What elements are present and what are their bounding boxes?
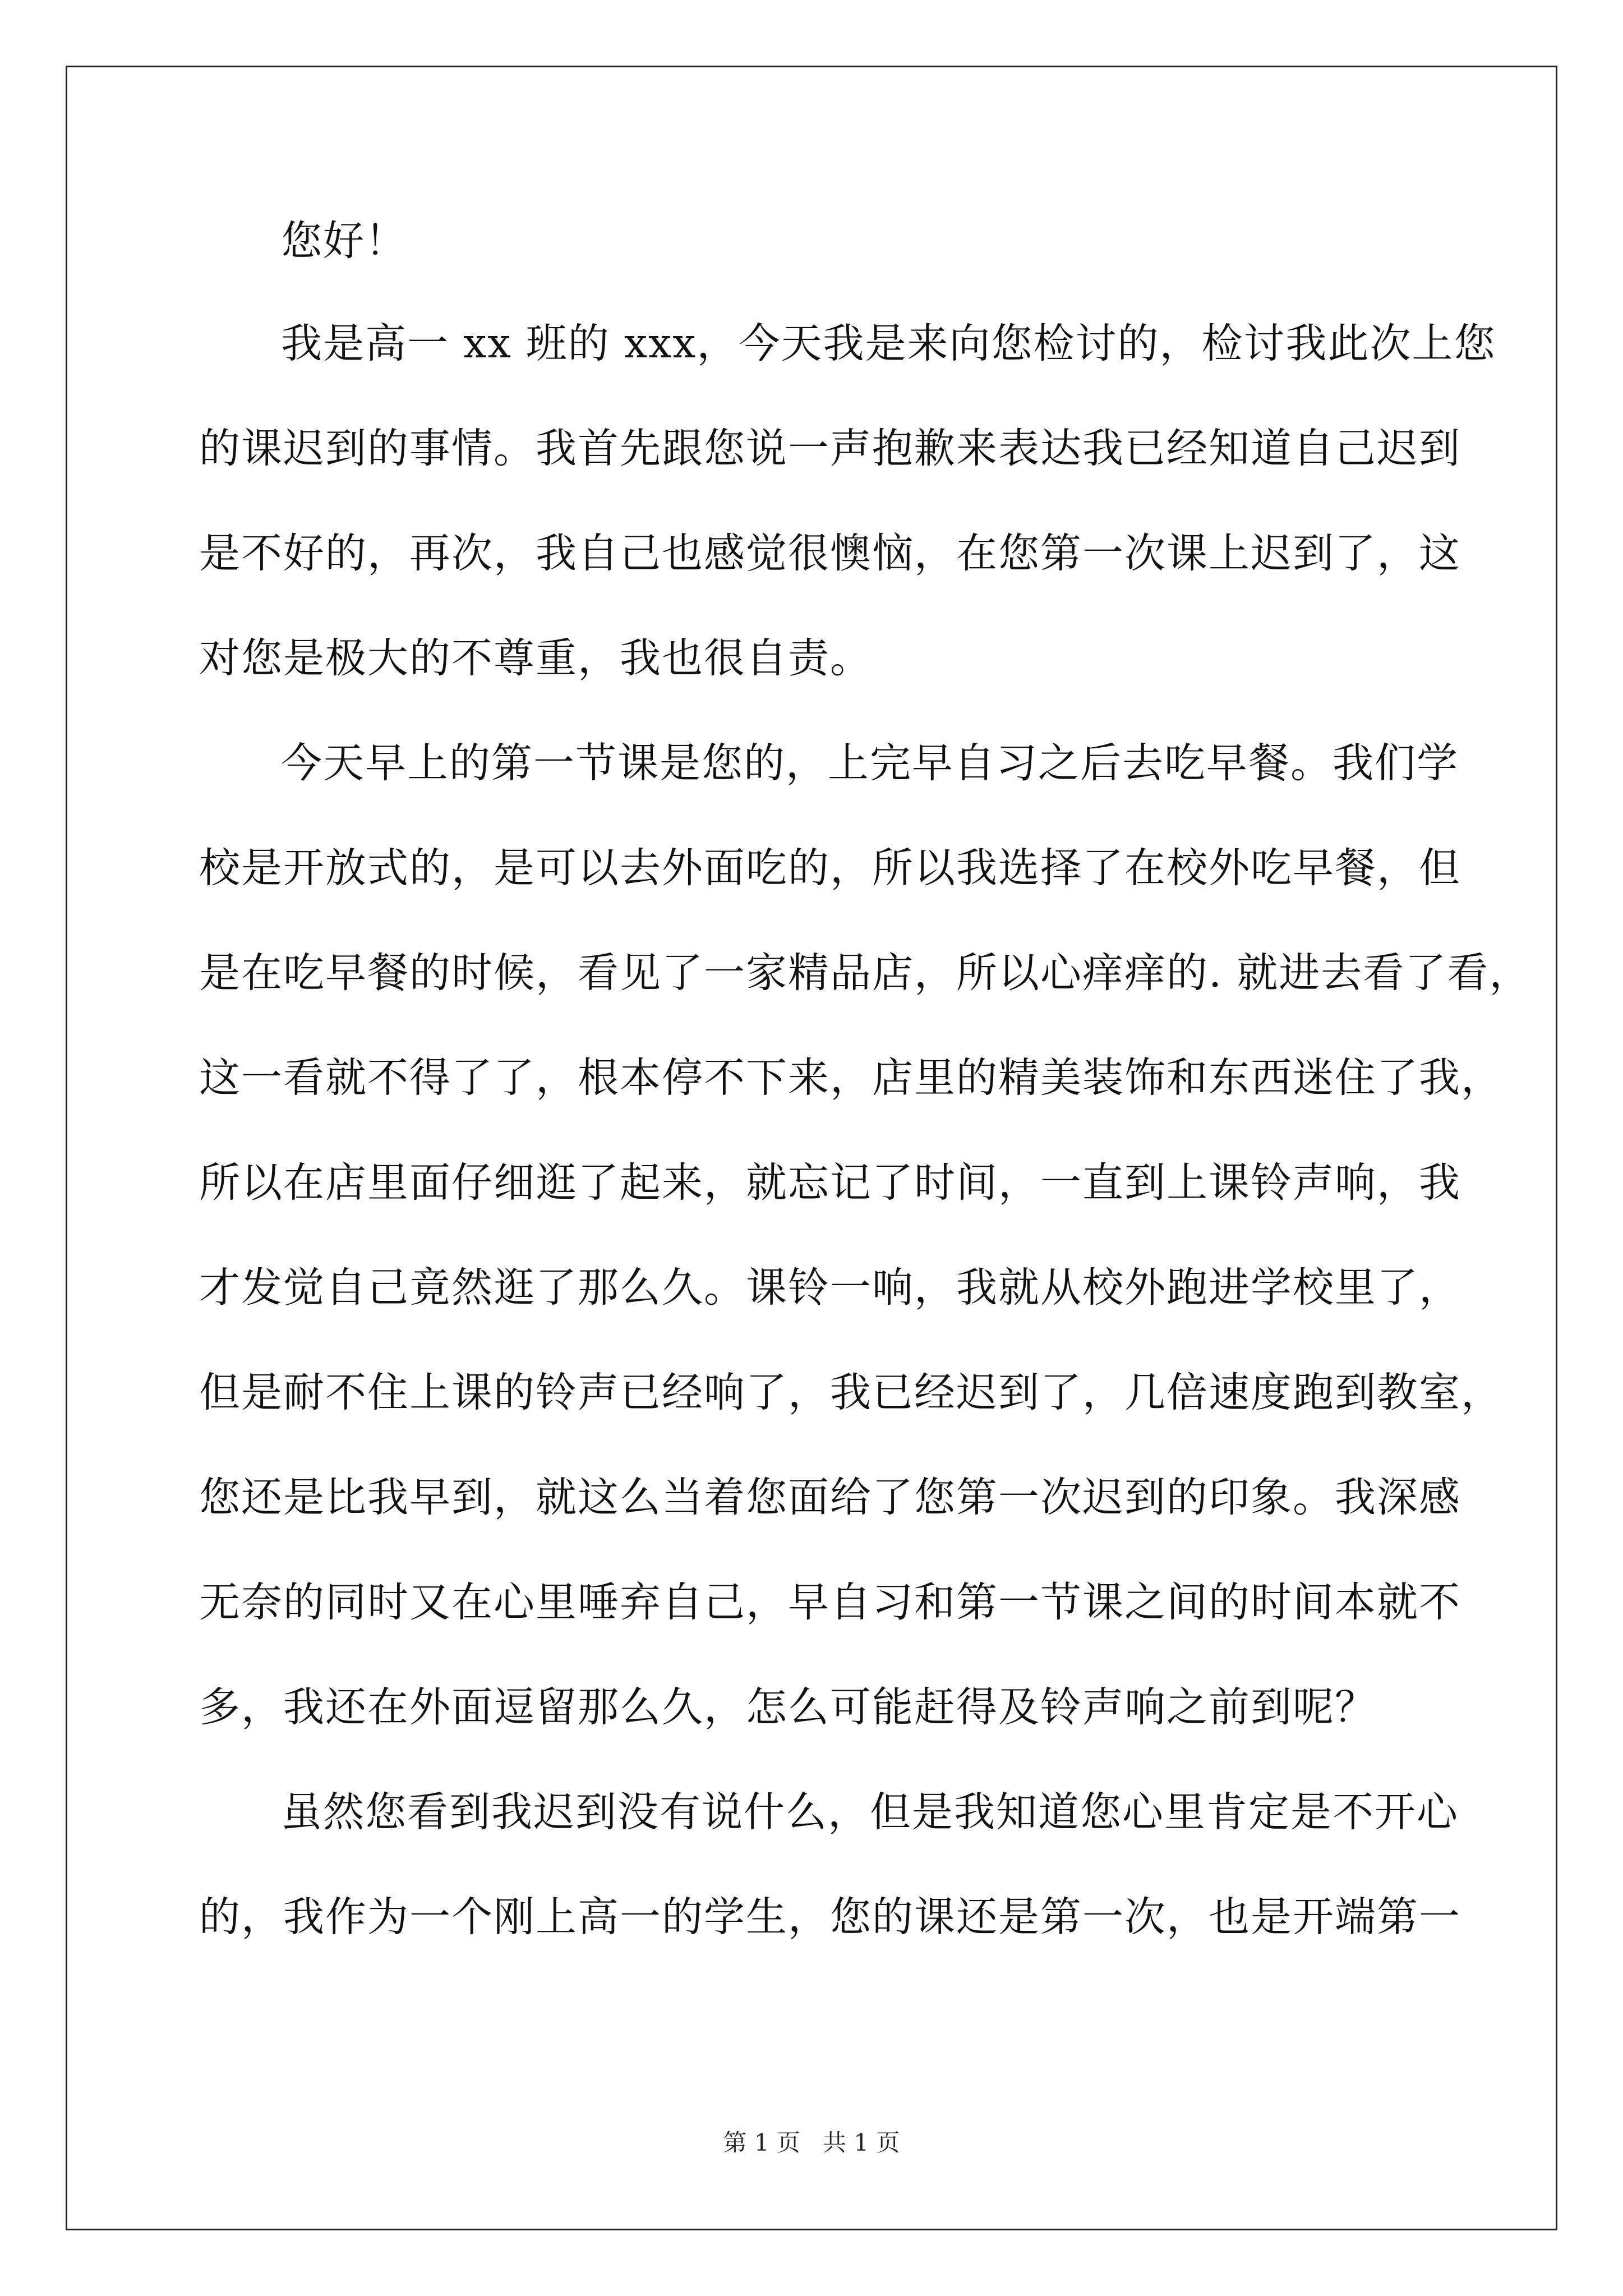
paragraph-2-line-5: 所以在店里面仔细逛了起来，就忘记了时间，一直到上课铃声响，我 xyxy=(199,1159,1461,1207)
paragraph-1-line-3: 是不好的，再次，我自己也感觉很懊恼，在您第一次课上迟到了，这 xyxy=(199,530,1461,577)
paragraph-1-line-2: 的课迟到的事情。我首先跟您说一声抱歉来表达我已经知道自己迟到 xyxy=(199,425,1461,472)
greeting-line: 您好！ xyxy=(281,217,407,265)
paragraph-2-line-1: 今天早上的第一节课是您的，上完早自习之后去吃早餐。我们学 xyxy=(281,739,1459,787)
paragraph-2-line-10: 多，我还在外面逗留那么久，怎么可能赶得及铃声响之前到呢？ xyxy=(199,1683,1377,1731)
page-number: 第 1 页 xyxy=(723,2129,800,2156)
paragraph-2-line-2: 校是开放式的，是可以去外面吃的，所以我选择了在校外吃早餐，但 xyxy=(199,844,1461,892)
paragraph-1-line-4: 对您是极大的不尊重，我也很自责。 xyxy=(199,634,872,682)
paragraph-3-line-2: 的，我作为一个刚上高一的学生，您的课还是第一次，也是开端第一 xyxy=(199,1893,1461,1941)
paragraph-3-line-1: 虽然您看到我迟到没有说什么，但是我知道您心里肯定是不开心 xyxy=(281,1788,1459,1836)
paragraph-2-line-4: 这一看就不得了了，根本停不下来，店里的精美装饰和东西迷住了我， xyxy=(199,1054,1503,1102)
paragraph-2-line-7: 但是耐不住上课的铃声已经响了，我已经迟到了，几倍速度跑到教室， xyxy=(199,1369,1503,1416)
paragraph-2-line-6: 才发觉自己竟然逛了那么久。课铃一响，我就从校外跑进学校里了， xyxy=(199,1264,1461,1312)
paragraph-2-line-8: 您还是比我早到，就这么当着您面给了您第一次迟到的印象。我深感 xyxy=(199,1474,1461,1521)
paragraph-2-line-3: 是在吃早餐的时候，看见了一家精品店，所以心痒痒的. 就进去看了看， xyxy=(199,949,1532,997)
page-footer xyxy=(0,2126,1623,2160)
paragraph-1-line-1: 我是高一 xx 班的 xxx，今天我是来向您检讨的，检讨我此次上您 xyxy=(281,320,1496,367)
page-total: 共 1 页 xyxy=(823,2129,900,2156)
paragraph-2-line-9: 无奈的同时又在心里唾弃自己，早自习和第一节课之间的时间本就不 xyxy=(199,1579,1461,1626)
